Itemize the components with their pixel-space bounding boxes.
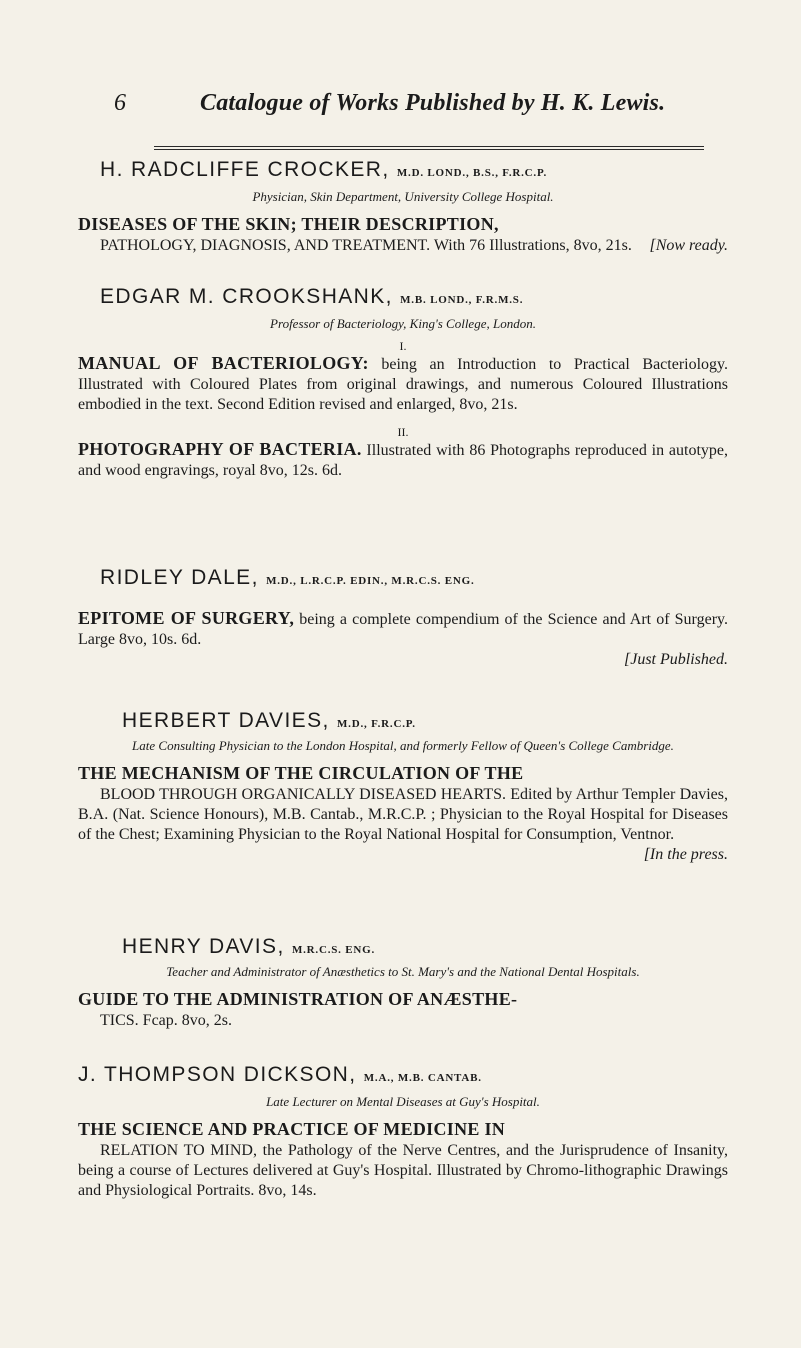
author-heading: [78, 284, 728, 313]
publication-status: [In the press.: [643, 846, 728, 863]
work-listing: [78, 1119, 728, 1201]
author-heading: [78, 565, 728, 594]
work-listing: [78, 439, 728, 481]
work-title: MANUAL OF BACTERIOLOGY:: [78, 353, 369, 373]
publication-status: [Now ready.: [649, 237, 728, 254]
author-degrees: M.D., F.R.C.P.: [336, 718, 416, 730]
author-entry: [78, 157, 728, 256]
author-heading: [78, 934, 728, 963]
work-description: TICS. Fcap. 8vo, 2s.: [100, 1012, 232, 1029]
author-name: HENRY DAVIS,: [122, 935, 285, 958]
author-name: H. RADCLIFFE CROCKER,: [100, 158, 390, 181]
author-affiliation: Physician, Skin Department, University College Hospital.: [252, 189, 554, 204]
author-affiliation: Late Consulting Physician to the London Hospital, and formerly Fellow of Queen's College Cambridge.: [132, 738, 674, 753]
work-description: PATHOLOGY, DIAGNOSIS, AND TREATMENT. With 76 Illustrations, 8vo, 21s.: [100, 237, 632, 254]
catalogue-title: Catalogue of Works Published by H. K. Lewis.: [200, 90, 666, 116]
author-degrees: M.A., M.B. CANTAB.: [363, 1072, 482, 1084]
author-heading: [78, 708, 728, 737]
work-title: THE MECHANISM OF THE CIRCULATION OF THE: [78, 763, 524, 783]
page-number: 6: [114, 90, 126, 116]
running-head: [0, 90, 801, 126]
work-number: I.: [399, 339, 407, 353]
author-entry: [78, 1062, 728, 1201]
author-degrees: M.D., L.R.C.P. EDIN., M.R.C.S. ENG.: [266, 575, 475, 587]
work-title: GUIDE TO THE ADMINISTRATION OF ANÆSTHE-: [78, 989, 518, 1009]
work-listing: [78, 608, 728, 668]
work-listing: [78, 353, 728, 415]
author-degrees: M.D. LOND., B.S., F.R.C.P.: [396, 167, 548, 179]
author-affiliation: Professor of Bacteriology, King's College, London.: [270, 316, 536, 331]
work-title: DISEASES OF THE SKIN; THEIR DESCRIPTION,: [78, 214, 499, 234]
work-description: BLOOD THROUGH ORGANICALLY DISEASED HEARTS. Edited by Arthur Templer Davies, B.A. (Nat. Science Honours), M.B. Cantab., M.R.C.P. ; Physician to the Royal Hospital for Diseases of the Chest; Examining Physician to the Royal National Hospital for Consumption, Ventnor.: [78, 786, 728, 843]
author-entry: [78, 934, 728, 1031]
work-listing: [78, 214, 728, 256]
work-description: RELATION TO MIND, the Pathology of the Nerve Centres, and the Jurisprudence of Insanity, being a course of Lectures delivered at Guy's Hospital. Illustrated by Chromo-lithographic Drawings and Physiological Portraits. 8vo, 14s.: [78, 1142, 728, 1199]
header-rule: [154, 146, 704, 147]
author-name: HERBERT DAVIES,: [122, 709, 330, 732]
publication-status: [Just Published.: [624, 651, 728, 668]
work-title: EPITOME OF SURGERY,: [78, 608, 295, 628]
author-entry: [78, 708, 728, 865]
author-name: J. THOMPSON DICKSON,: [78, 1063, 357, 1086]
work-description: being an Introduction to Practical Bacteriology. Illustrated with Coloured Plates from original drawings, and numerous Coloured Illustrations embodied in the text. Second Edition revised and enlarged, 8vo, 21s.: [78, 356, 728, 413]
header-rule: [154, 149, 704, 150]
author-heading: [78, 157, 728, 186]
work-title: PHOTOGRAPHY OF BACTERIA.: [78, 439, 362, 459]
author-heading: [78, 1062, 728, 1091]
author-entry: [78, 565, 728, 670]
author-degrees: M.R.C.S. ENG.: [291, 944, 376, 956]
work-listing: [78, 763, 728, 863]
author-affiliation: Late Lecturer on Mental Diseases at Guy's Hospital.: [266, 1094, 540, 1109]
work-description: Illustrated with 86 Photographs reproduced in autotype, and wood engravings, royal 8vo, 12s. 6d.: [78, 442, 728, 479]
work-title: THE SCIENCE AND PRACTICE OF MEDICINE IN: [78, 1119, 506, 1139]
author-name: RIDLEY DALE,: [100, 566, 259, 589]
work-listing: [78, 989, 728, 1031]
work-description: being a complete compendium of the Science and Art of Surgery. Large 8vo, 10s. 6d.: [78, 611, 728, 648]
author-entry: [78, 284, 728, 481]
author-degrees: M.B. LOND., F.R.M.S.: [400, 294, 524, 306]
author-affiliation: Teacher and Administrator of Anæsthetics to St. Mary's and the National Dental Hospitals.: [166, 964, 640, 979]
author-name: EDGAR M. CROOKSHANK,: [100, 285, 393, 308]
work-number: II.: [397, 425, 409, 439]
